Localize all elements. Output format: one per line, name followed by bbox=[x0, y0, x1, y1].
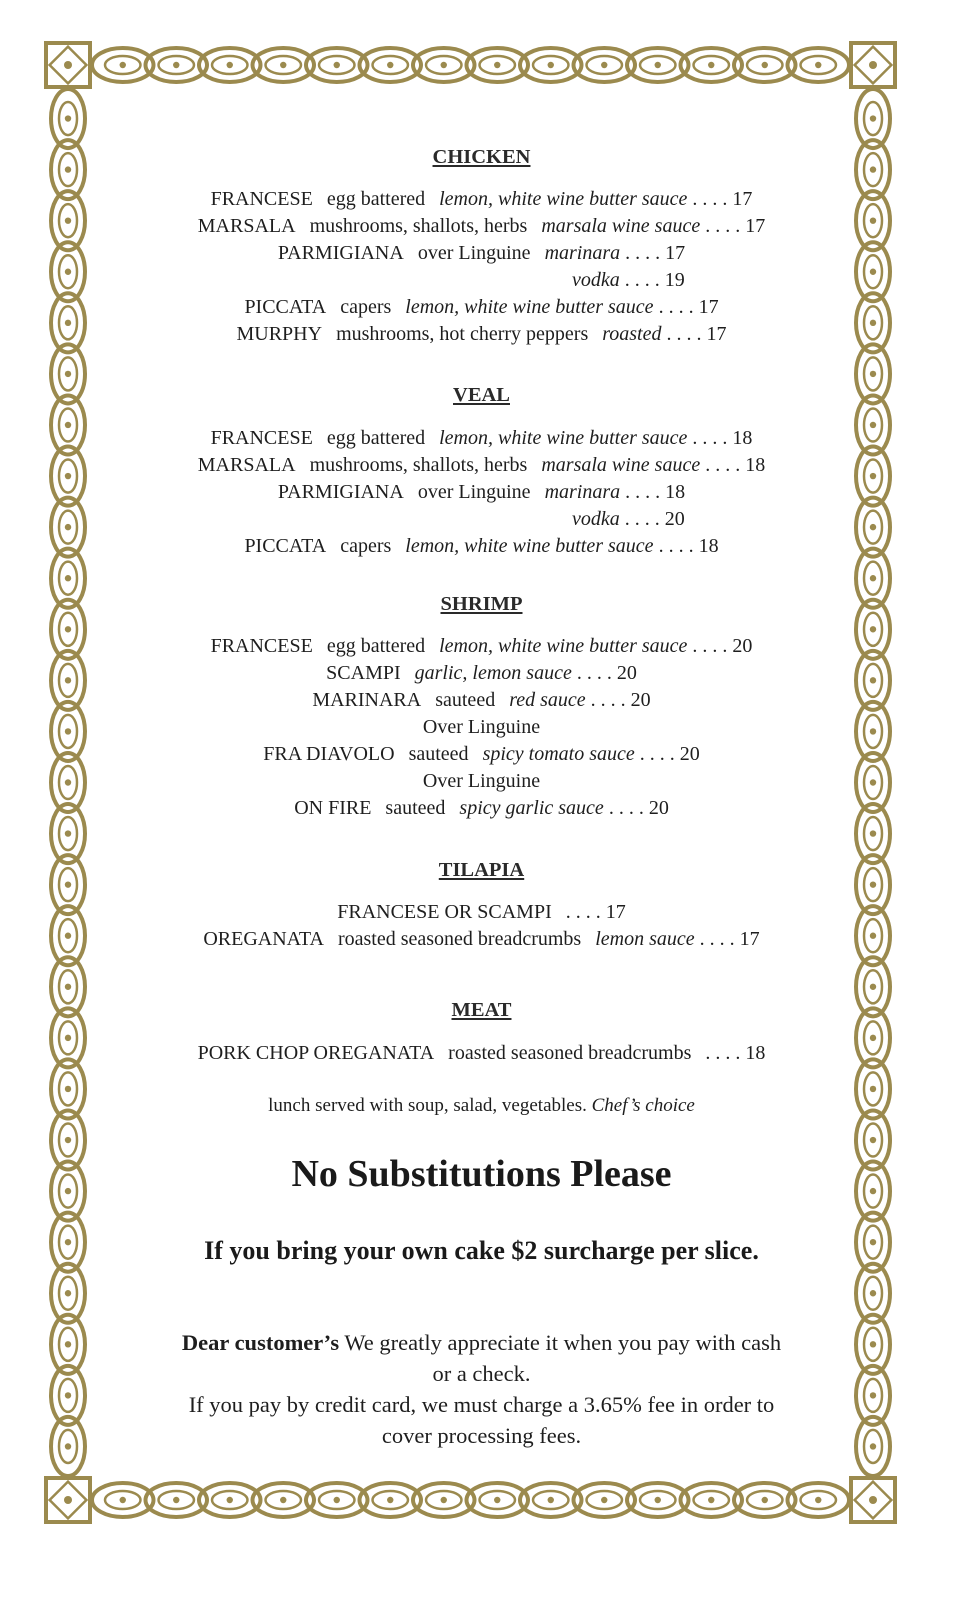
cake-surcharge-notice: If you bring your own cake $2 surcharge per slice. bbox=[204, 1236, 759, 1265]
section-heading-meat: MEAT bbox=[451, 999, 512, 1021]
menu-item: PARMIGIANA over Linguine marinara . . . . 17 bbox=[277, 242, 686, 264]
menu-item: FRANCESE egg battered lemon, white wine butter sauce . . . . 18 bbox=[210, 427, 753, 449]
customer-line-2: or a check. bbox=[432, 1361, 531, 1386]
menu-item: PARMIGIANA over Linguine marinara . . . . 18 bbox=[277, 481, 686, 503]
menu-item: OREGANATA roasted seasoned breadcrumbs lemon sauce . . . . 17 bbox=[203, 928, 760, 950]
customer-line-1: Dear customer’s We greatly appreciate it when you pay with cash bbox=[181, 1330, 782, 1355]
menu-item: MARINARA sauteed red sauce . . . . 20 bbox=[312, 689, 651, 711]
menu-item: PICCATA capers lemon, white wine butter sauce . . . . 18 bbox=[244, 535, 719, 557]
menu-content bbox=[110, 0, 853, 1612]
menu-item-variant: vodka . . . . 19 bbox=[572, 269, 685, 291]
section-heading-tilapia: TILAPIA bbox=[438, 859, 525, 881]
menu-item: FRANCESE egg battered lemon, white wine butter sauce . . . . 20 bbox=[210, 635, 753, 657]
customer-payment-notice bbox=[110, 1327, 853, 1451]
customer-line-4: cover processing fees. bbox=[381, 1423, 582, 1448]
menu-item: MURPHY mushrooms, hot cherry peppers roasted . . . . 17 bbox=[236, 323, 727, 345]
section-heading-chicken: CHICKEN bbox=[432, 146, 531, 168]
menu-item: FRANCESE egg battered lemon, white wine butter sauce . . . . 17 bbox=[210, 188, 753, 210]
menu-item-variant: vodka . . . . 20 bbox=[572, 508, 685, 530]
menu-item: PICCATA capers lemon, white wine butter sauce . . . . 17 bbox=[244, 296, 719, 318]
menu-item: MARSALA mushrooms, shallots, herbs marsala wine sauce . . . . 18 bbox=[197, 454, 766, 476]
menu-item: ON FIRE sauteed spicy garlic sauce . . . . 20 bbox=[294, 797, 669, 819]
menu-item: FRANCESE OR SCAMPI . . . . 17 bbox=[337, 901, 626, 923]
lunch-note: lunch served with soup, salad, vegetables. Chef’s choice bbox=[268, 1095, 695, 1116]
menu-item: PORK CHOP OREGANATA roasted seasoned breadcrumbs . . . . 18 bbox=[197, 1042, 766, 1064]
menu-item-note: Over Linguine bbox=[422, 716, 541, 738]
menu-item-note: Over Linguine bbox=[422, 770, 541, 792]
customer-line-3: If you pay by credit card, we must charge a 3.65% fee in order to bbox=[188, 1392, 775, 1417]
menu-item: MARSALA mushrooms, shallots, herbs marsala wine sauce . . . . 17 bbox=[197, 215, 766, 237]
menu-item: FRA DIAVOLO sauteed spicy tomato sauce . . . . 20 bbox=[263, 743, 700, 765]
section-heading-veal: VEAL bbox=[453, 384, 510, 406]
section-heading-shrimp: SHRIMP bbox=[440, 593, 523, 615]
menu-item: SCAMPI garlic, lemon sauce . . . . 20 bbox=[326, 662, 637, 684]
no-substitutions-notice: No Substitutions Please bbox=[291, 1153, 672, 1195]
